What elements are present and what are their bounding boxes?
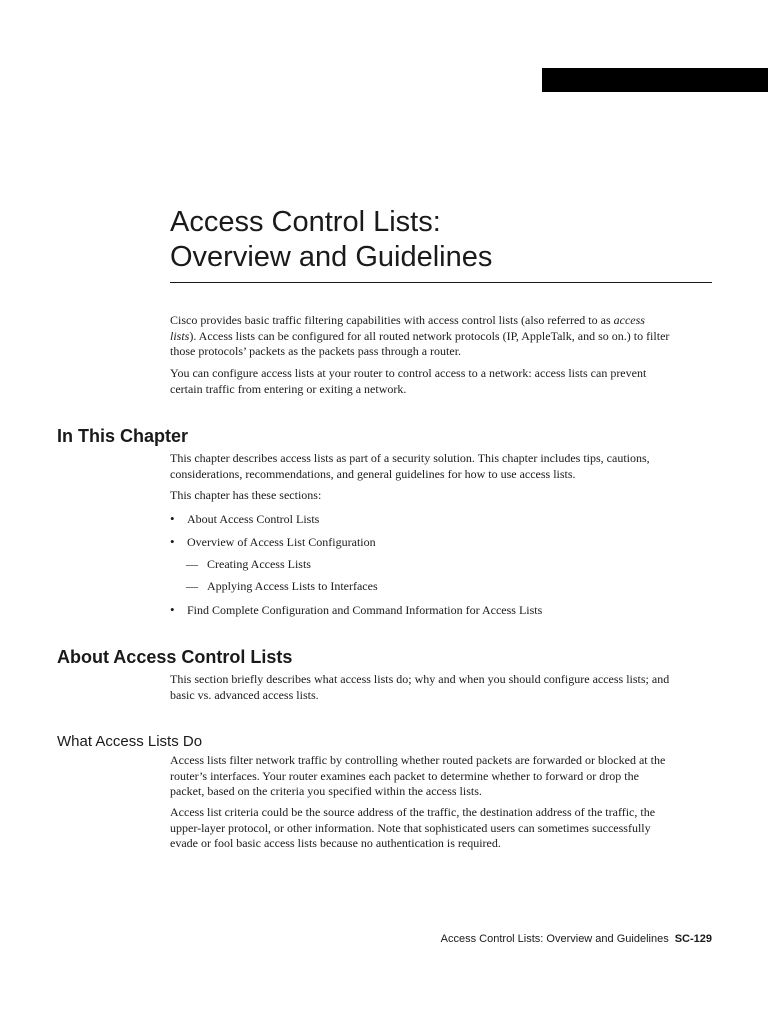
list-item-label: Overview of Access List Configuration [187, 535, 376, 549]
chapter-tab-bar [542, 68, 768, 92]
page-number: SC-129 [674, 933, 712, 945]
sub-list-item [186, 557, 311, 572]
chapter-title [170, 205, 712, 275]
dash-icon: — [186, 579, 198, 593]
intro-paragraph-1 [170, 313, 670, 360]
intro-p1-emphasis: access lists [170, 313, 645, 343]
chapter-title-line2: Overview and Guidelines [170, 241, 493, 273]
bullet-icon: • [170, 511, 175, 526]
in-this-chapter-paragraph-2: This chapter has these sections: [170, 488, 322, 502]
sub-list-item [186, 579, 378, 594]
bullet-icon: • [170, 602, 175, 617]
sub-list-item-label: Applying Access Lists to Interfaces [207, 579, 378, 593]
page-footer [441, 933, 712, 945]
dash-icon: — [186, 557, 198, 571]
list-item [170, 602, 542, 618]
list-item-label: About Access Control Lists [187, 512, 320, 526]
intro-p1-text-end: ). Access lists can be configured for all routed network protocols (IP, AppleTalk, and so on.) to filter those protocols’ packets as the packets pass through a router. [170, 328, 670, 359]
subsection-heading-what-access-lists-do: What Access Lists Do [57, 733, 203, 750]
sub-list-item-label: Creating Access Lists [207, 557, 311, 571]
what-do-paragraph-1: Access lists filter network traffic by controlling whether routed packets are forwarded or blocked at the router’s interfaces. Your router examines each packet to determine whether to forward or drop the packet, based on the criteria you specified within the access lists. [170, 753, 666, 799]
in-this-chapter-paragraph-1: This chapter describes access lists as part of a security solution. This chapter includes tips, cautions, considerations, recommendations, and general guidelines for how to use access lists. [170, 451, 650, 481]
what-do-paragraph-2: Access list criteria could be the source address of the traffic, the destination address of the traffic, the upper-layer protocol, or other information. Note that sophisticated users can sometimes successfully evade or fool basic access lists because no authentication is required. [170, 805, 656, 851]
footer-chapter-title: Access Control Lists: Overview and Guidelines [440, 933, 669, 945]
title-rule [170, 282, 712, 283]
intro-paragraph-2: You can configure access lists at your router to control access to a network: access lists can prevent certain traffic from entering or exiting a network. [170, 366, 647, 396]
list-item-label: Find Complete Configuration and Command Information for Access Lists [187, 603, 543, 617]
list-item [170, 511, 319, 527]
section-heading-in-this-chapter: In This Chapter [57, 426, 189, 446]
list-item [170, 534, 376, 550]
about-paragraph-1: This section briefly describes what access lists do; why and when you should configure access lists; and basic vs. advanced access lists. [170, 672, 670, 702]
section-heading-about-access-control-lists: About Access Control Lists [57, 647, 293, 667]
bullet-icon: • [170, 534, 175, 549]
chapter-title-line1: Access Control Lists: [170, 206, 441, 238]
intro-p1-text: Cisco provides basic traffic filtering capabilities with access control lists (also referred to as [170, 313, 614, 327]
